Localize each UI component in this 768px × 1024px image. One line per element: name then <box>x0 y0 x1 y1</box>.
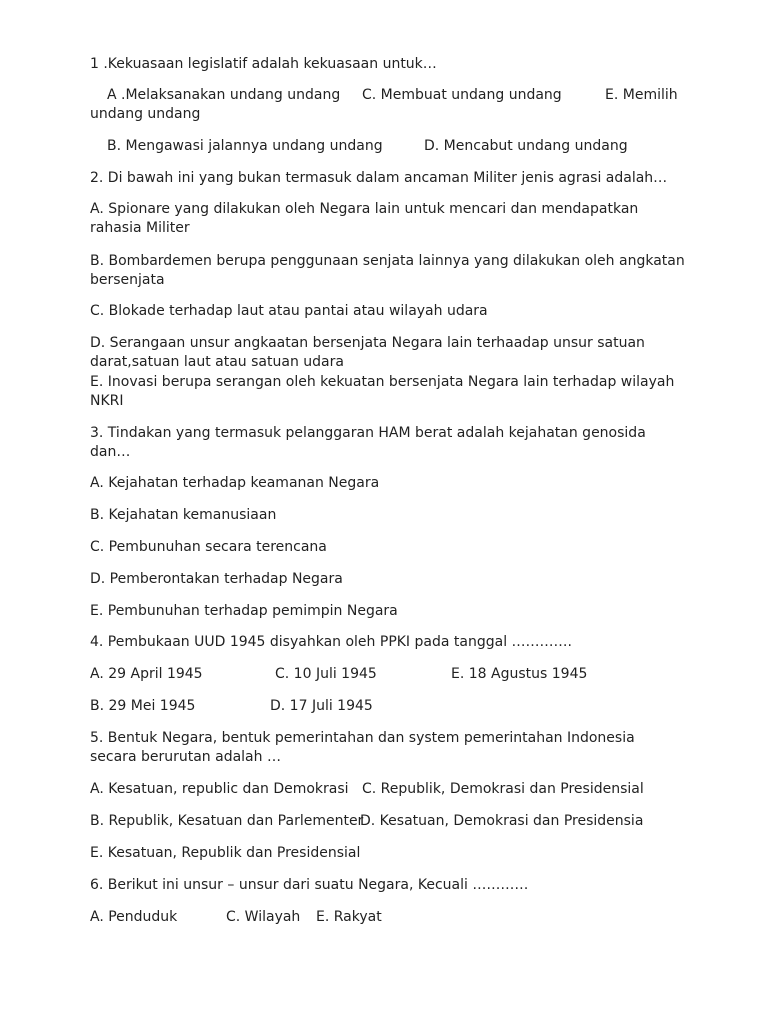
q4-question: 4. Pembukaan UUD 1945 disyahkan oleh PPKI pada tanggal …………. <box>90 634 572 650</box>
q3-option-a: A. Kejahatan terhadap keamanan Negara <box>90 475 380 491</box>
q2-option-b: B. Bombardemen berupa penggunaan senjata lainnya yang dilakukan oleh angkatan <box>90 253 685 269</box>
q3-option-c: C. Pembunuhan secara terencana <box>90 539 327 555</box>
q5-question-continued: secara berurutan adalah … <box>90 749 281 765</box>
q1-option-e: E. Memilih <box>605 87 678 103</box>
q1-option-d: D. Mencabut undang undang <box>424 138 628 154</box>
q2-option-b-continued: bersenjata <box>90 272 165 288</box>
q1-option-c: C. Membuat undang undang <box>362 87 562 103</box>
q2-option-d-continued: darat,satuan laut atau satuan udara <box>90 354 344 370</box>
q2-option-a: A. Spionare yang dilakukan oleh Negara lain untuk mencari dan mendapatkan <box>90 201 639 217</box>
q2-option-e: E. Inovasi berupa serangan oleh kekuatan bersenjata Negara lain terhadap wilayah <box>90 374 675 390</box>
q5-question: 5. Bentuk Negara, bentuk pemerintahan dan system pemerintahan Indonesia <box>90 730 635 746</box>
q6-option-c: C. Wilayah <box>226 909 301 925</box>
q4-option-b: B. 29 Mei 1945 <box>90 698 196 714</box>
q5-option-e: E. Kesatuan, Republik dan Presidensial <box>90 845 361 861</box>
q2-option-c: C. Blokade terhadap laut atau pantai atau wilayah udara <box>90 303 488 319</box>
q2-question: 2. Di bawah ini yang bukan termasuk dalam ancaman Militer jenis agrasi adalah… <box>90 170 668 186</box>
q4-option-d: D. 17 Juli 1945 <box>270 698 373 714</box>
q5-option-d: D. Kesatuan, Demokrasi dan Presidensia <box>360 813 644 829</box>
q4-option-a: A. 29 April 1945 <box>90 666 203 682</box>
q6-question: 6. Berikut ini unsur – unsur dari suatu Negara, Kecuali ………… <box>90 877 529 893</box>
q3-option-b: B. Kejahatan kemanusiaan <box>90 507 277 523</box>
q3-option-d: D. Pemberontakan terhadap Negara <box>90 571 343 587</box>
q5-option-a: A. Kesatuan, republic dan Demokrasi <box>90 781 349 797</box>
q2-option-e-continued: NKRI <box>90 393 124 409</box>
q1-option-e-continued: undang undang <box>90 106 201 122</box>
q2-option-d: D. Serangaan unsur angkaatan bersenjata Negara lain terhaadap unsur satuan <box>90 335 645 351</box>
q1-question: 1 .Kekuasaan legislatif adalah kekuasaan untuk… <box>90 56 437 72</box>
q3-option-e: E. Pembunuhan terhadap pemimpin Negara <box>90 603 398 619</box>
q2-option-a-continued: rahasia Militer <box>90 220 190 236</box>
q5-option-c: C. Republik, Demokrasi dan Presidensial <box>362 781 644 797</box>
q5-option-b: B. Republik, Kesatuan dan Parlementer <box>90 813 364 829</box>
q6-option-a: A. Penduduk <box>90 909 178 925</box>
q1-option-b: B. Mengawasi jalannya undang undang <box>107 138 383 154</box>
q4-option-e: E. 18 Agustus 1945 <box>451 666 588 682</box>
q1-option-a: A .Melaksanakan undang undang <box>107 87 341 103</box>
q6-option-e: E. Rakyat <box>316 909 382 925</box>
q3-question: 3. Tindakan yang termasuk pelanggaran HAM berat adalah kejahatan genosida <box>90 425 646 441</box>
q4-option-c: C. 10 Juli 1945 <box>275 666 377 682</box>
q3-question-continued: dan… <box>90 444 131 460</box>
